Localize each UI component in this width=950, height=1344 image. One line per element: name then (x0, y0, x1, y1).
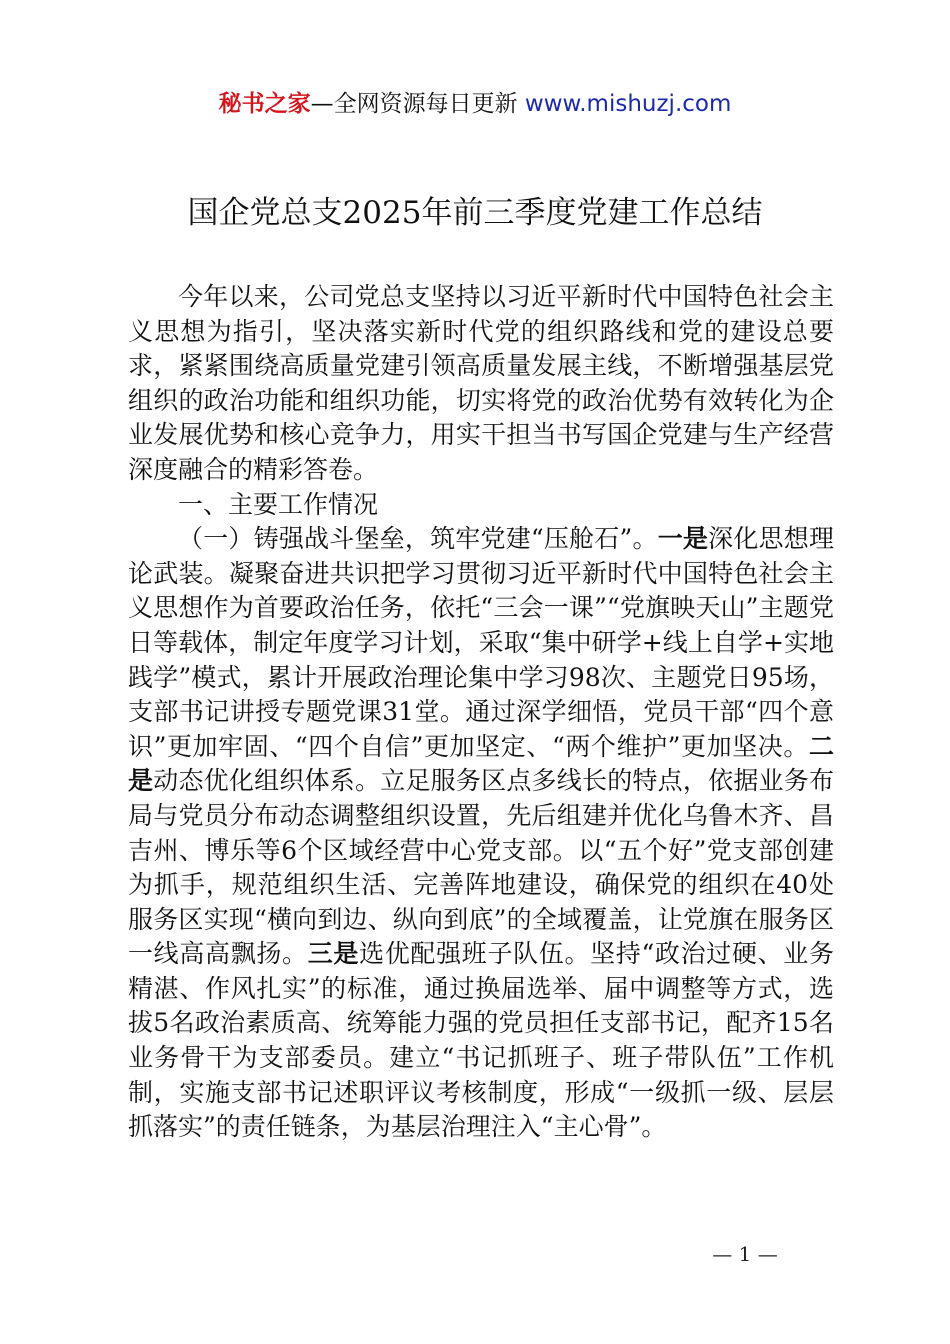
point-two-text: 动态优化组织体系。立足服务区点多线长的特点，依据业务布局与党员分布动态调整组织设置，先后组建并优化乌鲁木齐、昌吉州、博乐等6个区域经营中心党支部。以“五个好”党支部创建为抓手，规范组织生活、完善阵地建设，确保党的组织在40处服务区实现“横向到边、纵向到底”的全域覆盖，让党旗在服务区一线高高飘扬。 (128, 766, 834, 969)
point-three-label: 三是 (307, 939, 360, 969)
document-body (128, 280, 834, 1145)
site-brand: 秘书之家 (218, 91, 311, 117)
subsection-heading: （一）铸强战斗堡垒，筑牢党建“压舱石”。 (178, 524, 658, 554)
site-url-link[interactable]: www.mishuzj.com (524, 91, 732, 117)
page-number: — 1 — (712, 1242, 778, 1266)
point-one-label: 一是 (657, 524, 709, 554)
site-header (0, 86, 950, 122)
intro-paragraph: 今年以来，公司党总支坚持以习近平新时代中国特色社会主义思想为指引，坚决落实新时代党的组织路线和党的建设总要求，紧紧围绕高质量党建引领高质量发展主线，不断增强基层党组织的政治功能和组织功能，切实将党的政治优势有效转化为企业发展优势和核心竞争力，用实干担当书写国企党建与生产经营深度融合的精彩答卷。 (128, 282, 834, 484)
section-heading: 一、主要工作情况 (178, 489, 379, 519)
point-one-text: 深化思想理论武装。凝聚奋进共识把学习贯彻习近平新时代中国特色社会主义思想作为首要政治任务，依托“三会一课”“党旗映天山”主题党日等载体，制定年度学习计划，采取“集中研学+线上自学+实地践学”模式，累计开展政治理论集中学习98次、主题党日95场，支部书记讲授专题党课31堂。通过深学细悟，党员干部“四个意识”更加牢固、“四个自信”更加坚定、“两个维护”更加坚决。 (128, 524, 834, 761)
document-title: 国企党总支2025年前三季度党建工作总结 (187, 195, 763, 231)
site-slogan: —全网资源每日更新 (310, 91, 525, 117)
subsection-paragraph (128, 522, 834, 1145)
point-two-label: 二是 (128, 731, 834, 796)
point-three-text: 选优配强班子队伍。坚持“政治过硬、业务精湛、作风扎实”的标准，通过换届选举、届中调整等方式，选拔5名政治素质高、统筹能力强的党员担任支部书记，配齐15名业务骨干为支部委员。建立“书记抓班子、班子带队伍”工作机制，实施支部书记述职评议考核制度，形成“一级抓一级、层层抓落实”的责任链条，为基层治理注入“主心骨”。 (128, 939, 834, 1142)
